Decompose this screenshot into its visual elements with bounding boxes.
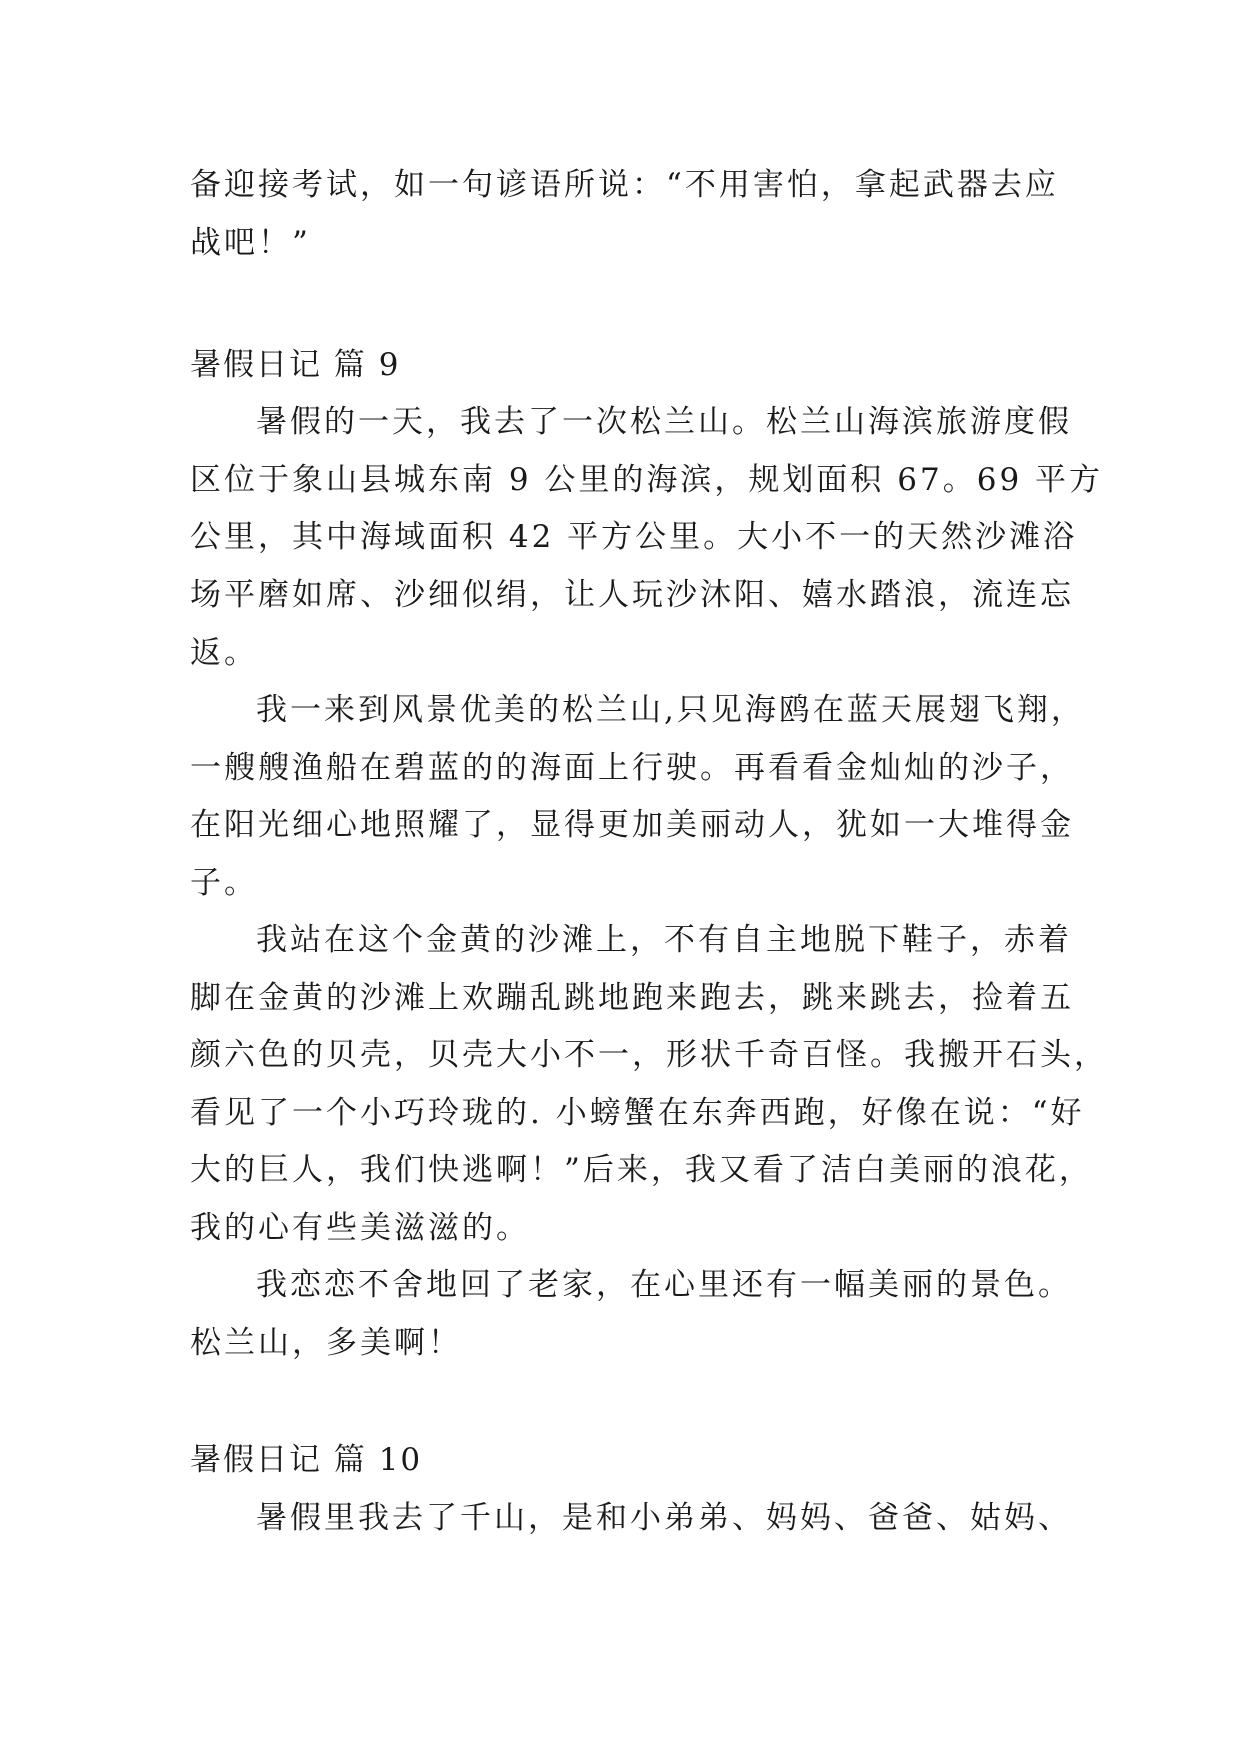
paragraph-line: 松兰山，多美啊！ <box>190 1325 462 1361</box>
paragraph-line: 一艘艘渔船在碧蓝的的海面上行驶。再看看金灿灿的沙子， <box>190 750 1074 786</box>
paragraph-line: 子。 <box>190 865 258 901</box>
paragraph-line: 在阳光细心地照耀了，显得更加美丽动人，犹如一大堆得金 <box>190 807 1074 843</box>
paragraph-line: 看见了一个小巧玲珑的. 小螃蟹在东奔西跑，好像在说：“好 <box>190 1095 1085 1131</box>
paragraph-line: 暑假里我去了千山，是和小弟弟、妈妈、爸爸、姑妈、 <box>256 1500 1072 1536</box>
paragraph-line: 返。 <box>190 635 258 671</box>
paragraph-line: 我的心有些美滋滋的。 <box>190 1210 530 1246</box>
paragraph-line: 我一来到风景优美的松兰山,只见海鸥在蓝天展翅飞翔， <box>256 692 1085 728</box>
paragraph-line: 我站在这个金黄的沙滩上，不有自主地脱下鞋子，赤着 <box>256 922 1072 958</box>
paragraph-line: 区位于象山县城东南 9 公里的海滨，规划面积 67。69 平方 <box>190 462 1104 498</box>
paragraph-line: 颜六色的贝壳，贝壳大小不一，形状千奇百怪。我搬开石头， <box>190 1037 1108 1073</box>
paragraph-line: 脚在金黄的沙滩上欢蹦乱跳地跑来跑去，跳来跳去，捡着五 <box>190 980 1074 1016</box>
paragraph-line: 场平磨如席、沙细似绢，让人玩沙沐阳、嬉水踏浪，流连忘 <box>190 577 1074 613</box>
section-heading: 暑假日记 篇 10 <box>190 1442 423 1478</box>
text-line: 备迎接考试，如一句谚语所说：“不用害怕，拿起武器去应 <box>190 167 1059 203</box>
paragraph-line: 我恋恋不舍地回了老家，在心里还有一幅美丽的景色。 <box>256 1267 1072 1303</box>
section-heading: 暑假日记 篇 9 <box>190 347 401 383</box>
paragraph-line: 暑假的一天，我去了一次松兰山。松兰山海滨旅游度假 <box>256 404 1072 440</box>
paragraph-line: 公里，其中海域面积 42 平方公里。大小不一的天然沙滩浴 <box>190 519 1078 555</box>
paragraph-line: 大的巨人，我们快逃啊！”后来，我又看了洁白美丽的浪花， <box>190 1152 1093 1188</box>
text-line: 战吧！” <box>190 225 311 261</box>
